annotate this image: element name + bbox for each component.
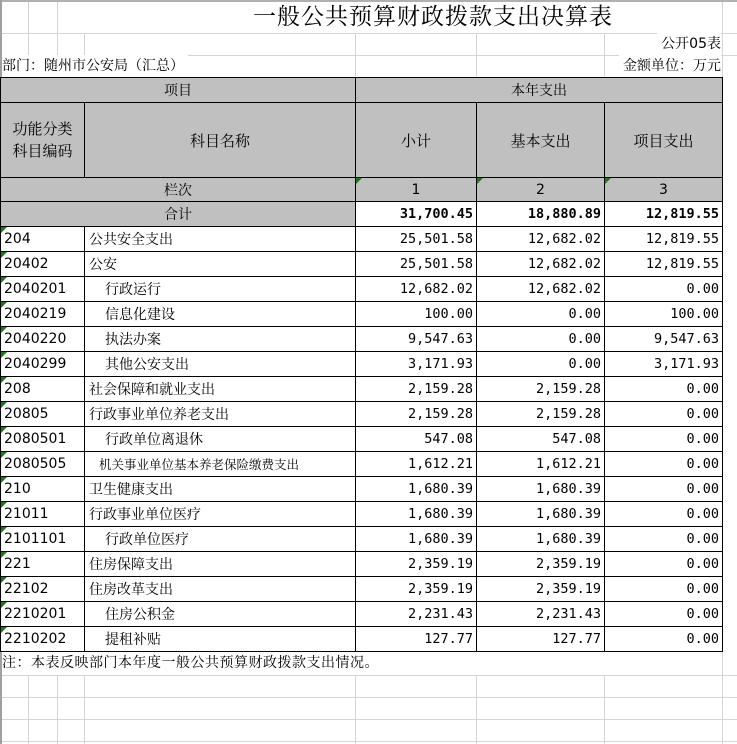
row-code[interactable]: 221 bbox=[1, 552, 85, 577]
row-name[interactable]: 执法办案 bbox=[85, 327, 356, 352]
column-index-3[interactable]: 3 bbox=[605, 178, 723, 202]
row-name[interactable]: 提租补贴 bbox=[85, 627, 356, 652]
row-code[interactable]: 2040299 bbox=[1, 352, 85, 377]
header-row-groups bbox=[1, 78, 723, 103]
row-subtotal[interactable]: 12,682.02 bbox=[356, 277, 477, 302]
gridline bbox=[0, 675, 737, 676]
row-code[interactable]: 2101101 bbox=[1, 527, 85, 552]
row-subtotal[interactable]: 1,680.39 bbox=[356, 502, 477, 527]
table-row bbox=[1, 627, 723, 652]
row-name[interactable]: 卫生健康支出 bbox=[85, 477, 356, 502]
row-basic[interactable]: 2,159.28 bbox=[477, 402, 605, 427]
row-basic[interactable]: 0.00 bbox=[477, 327, 605, 352]
table-row bbox=[1, 477, 723, 502]
row-subtotal[interactable]: 127.77 bbox=[356, 627, 477, 652]
row-code[interactable]: 20402 bbox=[1, 252, 85, 277]
header-current-year-group[interactable]: 本年支出 bbox=[356, 78, 723, 103]
row-code[interactable]: 21011 bbox=[1, 502, 85, 527]
row-code[interactable]: 2080501 bbox=[1, 427, 85, 452]
row-code[interactable]: 2040220 bbox=[1, 327, 85, 352]
row-basic[interactable]: 1,680.39 bbox=[477, 527, 605, 552]
row-basic[interactable]: 2,359.19 bbox=[477, 577, 605, 602]
expenditure-table bbox=[0, 77, 723, 652]
header-name-col[interactable]: 科目名称 bbox=[85, 103, 356, 178]
row-basic[interactable]: 1,680.39 bbox=[477, 502, 605, 527]
footnote: 注：本表反映部门本年度一般公共预算财政拨款支出情况。 bbox=[2, 652, 722, 675]
row-subtotal[interactable]: 1,680.39 bbox=[356, 527, 477, 552]
row-project[interactable]: 0.00 bbox=[605, 602, 723, 627]
table-row bbox=[1, 427, 723, 452]
row-code[interactable]: 2040219 bbox=[1, 302, 85, 327]
row-subtotal[interactable]: 2,159.28 bbox=[356, 402, 477, 427]
total-project[interactable]: 12,819.55 bbox=[605, 202, 723, 227]
row-name[interactable]: 行政事业单位养老支出 bbox=[85, 402, 356, 427]
table-row bbox=[1, 552, 723, 577]
row-name[interactable]: 其他公安支出 bbox=[85, 352, 356, 377]
row-basic[interactable]: 2,231.43 bbox=[477, 602, 605, 627]
row-subtotal[interactable]: 100.00 bbox=[356, 302, 477, 327]
row-name[interactable]: 行政单位医疗 bbox=[85, 527, 356, 552]
row-code[interactable]: 204 bbox=[1, 227, 85, 252]
column-index-label[interactable]: 栏次 bbox=[1, 178, 356, 202]
header-code-line2: 科目编码 bbox=[12, 142, 73, 160]
table-row bbox=[1, 277, 723, 302]
row-code[interactable]: 2210201 bbox=[1, 602, 85, 627]
table-row bbox=[1, 227, 723, 252]
row-project[interactable]: 0.00 bbox=[605, 552, 723, 577]
row-name[interactable]: 公安 bbox=[85, 252, 356, 277]
table-row bbox=[1, 302, 723, 327]
report-title: 一般公共预算财政拨款支出决算表 bbox=[84, 2, 722, 33]
row-basic[interactable]: 1,680.39 bbox=[477, 477, 605, 502]
row-name[interactable]: 机关事业单位基本养老保险缴费支出 bbox=[85, 452, 356, 477]
row-project[interactable]: 0.00 bbox=[605, 477, 723, 502]
row-project[interactable]: 0.00 bbox=[605, 452, 723, 477]
row-code[interactable]: 2080505 bbox=[1, 452, 85, 477]
gridline bbox=[0, 741, 737, 742]
table-row bbox=[1, 252, 723, 277]
gridline bbox=[0, 33, 737, 34]
table-row bbox=[1, 602, 723, 627]
header-subtotal-col[interactable]: 小计 bbox=[356, 103, 477, 178]
row-subtotal[interactable]: 2,359.19 bbox=[356, 577, 477, 602]
row-code[interactable]: 22102 bbox=[1, 577, 85, 602]
row-name[interactable]: 公共安全支出 bbox=[85, 227, 356, 252]
row-subtotal[interactable]: 25,501.58 bbox=[356, 227, 477, 252]
row-project[interactable]: 0.00 bbox=[605, 577, 723, 602]
row-code[interactable]: 210 bbox=[1, 477, 85, 502]
row-subtotal[interactable]: 3,171.93 bbox=[356, 352, 477, 377]
row-project[interactable]: 9,547.63 bbox=[605, 327, 723, 352]
column-index-2[interactable]: 2 bbox=[477, 178, 605, 202]
row-basic[interactable]: 2,359.19 bbox=[477, 552, 605, 577]
row-code[interactable]: 2210202 bbox=[1, 627, 85, 652]
total-subtotal[interactable]: 31,700.45 bbox=[356, 202, 477, 227]
header-row-columns bbox=[1, 103, 723, 178]
header-code-col[interactable] bbox=[1, 103, 85, 178]
total-label[interactable]: 合计 bbox=[1, 202, 356, 227]
row-subtotal[interactable]: 2,359.19 bbox=[356, 552, 477, 577]
row-subtotal[interactable]: 2,231.43 bbox=[356, 602, 477, 627]
row-subtotal[interactable]: 25,501.58 bbox=[356, 252, 477, 277]
row-basic[interactable]: 547.08 bbox=[477, 427, 605, 452]
gridline bbox=[0, 697, 737, 698]
header-project-col[interactable]: 项目支出 bbox=[605, 103, 723, 178]
gridline bbox=[0, 719, 737, 720]
row-project[interactable]: 100.00 bbox=[605, 302, 723, 327]
row-subtotal[interactable]: 2,159.28 bbox=[356, 377, 477, 402]
row-code[interactable]: 2040201 bbox=[1, 277, 85, 302]
header-basic-col[interactable]: 基本支出 bbox=[477, 103, 605, 178]
total-basic[interactable]: 18,880.89 bbox=[477, 202, 605, 227]
table-row bbox=[1, 327, 723, 352]
table-row bbox=[1, 452, 723, 477]
table-row bbox=[1, 402, 723, 427]
column-index-1[interactable]: 1 bbox=[356, 178, 477, 202]
row-code[interactable]: 208 bbox=[1, 377, 85, 402]
form-number: 公开05表 bbox=[657, 33, 721, 55]
row-name[interactable]: 住房改革支出 bbox=[85, 577, 356, 602]
header-project-group[interactable]: 项目 bbox=[1, 78, 356, 103]
row-name[interactable]: 住房保障支出 bbox=[85, 552, 356, 577]
row-project[interactable]: 0.00 bbox=[605, 402, 723, 427]
row-name[interactable]: 住房公积金 bbox=[85, 602, 356, 627]
table-row bbox=[1, 352, 723, 377]
row-basic[interactable]: 1,612.21 bbox=[477, 452, 605, 477]
table-row bbox=[1, 377, 723, 402]
row-project[interactable]: 0.00 bbox=[605, 527, 723, 552]
column-index-row bbox=[1, 178, 723, 202]
row-project[interactable]: 0.00 bbox=[605, 377, 723, 402]
row-name[interactable]: 信息化建设 bbox=[85, 302, 356, 327]
row-subtotal[interactable]: 547.08 bbox=[356, 427, 477, 452]
table-row bbox=[1, 577, 723, 602]
row-name[interactable]: 行政单位离退休 bbox=[85, 427, 356, 452]
row-project[interactable]: 0.00 bbox=[605, 277, 723, 302]
row-name[interactable]: 社会保障和就业支出 bbox=[85, 377, 356, 402]
row-name[interactable]: 行政运行 bbox=[85, 277, 356, 302]
table-row bbox=[1, 502, 723, 527]
row-project[interactable]: 0.00 bbox=[605, 427, 723, 452]
row-basic[interactable]: 0.00 bbox=[477, 302, 605, 327]
row-basic[interactable]: 12,682.02 bbox=[477, 277, 605, 302]
row-project[interactable]: 12,819.55 bbox=[605, 227, 723, 252]
table-row bbox=[1, 527, 723, 552]
row-name[interactable]: 行政事业单位医疗 bbox=[85, 502, 356, 527]
row-subtotal[interactable]: 1,680.39 bbox=[356, 477, 477, 502]
department-label: 部门：随州市公安局（汇总） bbox=[2, 55, 188, 77]
row-subtotal[interactable]: 1,612.21 bbox=[356, 452, 477, 477]
unit-label: 金额单位：万元 bbox=[619, 55, 721, 77]
row-project[interactable]: 3,171.93 bbox=[605, 352, 723, 377]
total-row bbox=[1, 202, 723, 227]
header-code-line1: 功能分类 bbox=[12, 120, 73, 138]
row-project[interactable]: 0.00 bbox=[605, 502, 723, 527]
row-basic[interactable]: 127.77 bbox=[477, 627, 605, 652]
row-project[interactable]: 0.00 bbox=[605, 627, 723, 652]
row-basic[interactable]: 12,682.02 bbox=[477, 252, 605, 277]
row-subtotal[interactable]: 9,547.63 bbox=[356, 327, 477, 352]
row-basic[interactable]: 0.00 bbox=[477, 352, 605, 377]
row-basic[interactable]: 12,682.02 bbox=[477, 227, 605, 252]
row-code[interactable]: 20805 bbox=[1, 402, 85, 427]
row-project[interactable]: 12,819.55 bbox=[605, 252, 723, 277]
row-basic[interactable]: 2,159.28 bbox=[477, 377, 605, 402]
